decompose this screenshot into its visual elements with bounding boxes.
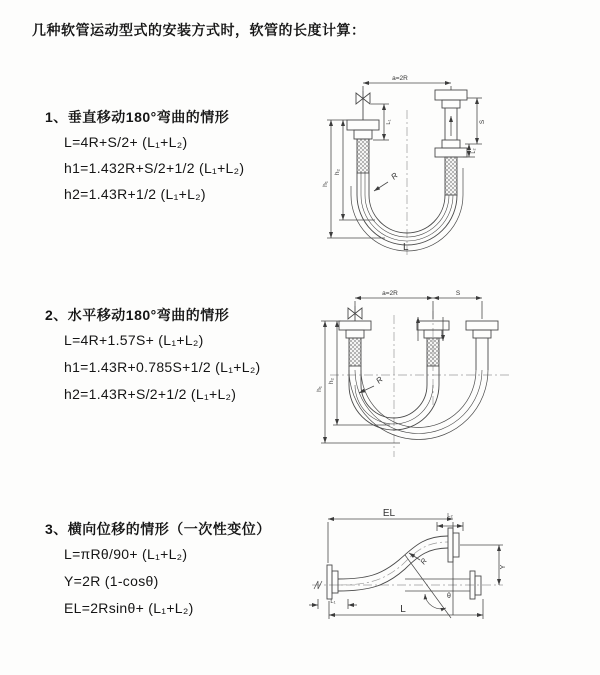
section-2-heading: 2、水平移动180°弯曲的情形 [45, 307, 230, 323]
dim-h1-label: h₁ [316, 386, 323, 392]
length-label: L [403, 242, 409, 253]
dim-l [329, 599, 483, 619]
diagram-vertical-180-bend [315, 70, 580, 260]
dim-a2r-label: a=2R [382, 290, 398, 297]
left-fitting [347, 120, 379, 195]
dim-s-label: S [479, 119, 486, 125]
dim-h2 [321, 321, 390, 425]
section-1-formula-h1: h1=1.432R+S/2+1/2 (L₁+L₂) [64, 160, 245, 176]
dim-h2-label: h₂ [334, 168, 341, 176]
section-1-formula-h2: h2=1.43R+1/2 (L₁+L₂) [64, 186, 206, 202]
section-2-formula-h1: h1=1.43R+0.785S+1/2 (L₁+L₂) [64, 359, 261, 375]
angle-label: θ [447, 593, 451, 600]
diagram-lateral-displacement [307, 505, 587, 650]
dim-l1-label: L₁ [330, 599, 336, 605]
dim-h2-label: h₂ [328, 377, 335, 385]
radius-label: R [374, 374, 385, 386]
upper-flange [448, 528, 459, 562]
dim-l2 [437, 522, 463, 531]
valve-icon [348, 306, 362, 321]
dim-a2r-label: a=2R [392, 75, 408, 82]
dim-l-label: L [400, 604, 406, 615]
right-fitting [435, 90, 467, 195]
dim-y-label: Y [500, 564, 507, 570]
radius-label: R [418, 556, 429, 567]
section-2-formula-h2: h2=1.43R+S/2+1/2 (L₁+L₂) [64, 386, 237, 402]
section-3-formula-L: L=πRθ/90+ (L₁+L₂) [64, 546, 188, 562]
hose-bend-moved [349, 370, 488, 440]
dim-s-label: S [455, 290, 461, 297]
dim-l2-label: L₂ [447, 513, 453, 519]
section-1-formula-L: L=4R+S/2+ (L₁+L₂) [64, 134, 188, 150]
dim-l2-label: L₂ [471, 148, 477, 154]
dim-el-label: EL [382, 508, 396, 519]
section-3-heading: 3、横向位移的情形（一次性变位） [45, 521, 271, 537]
radius-label: R [389, 170, 400, 182]
radius-leader [374, 182, 388, 191]
section-1-heading: 1、垂直移动180°弯曲的情形 [45, 109, 230, 125]
left-flange [327, 565, 338, 599]
section-3-formula-EL: EL=2Rsinθ+ (L₁+L₂) [64, 600, 194, 616]
dim-el [328, 519, 453, 615]
dim-h1-label: h₁ [322, 181, 329, 187]
dim-l1-label: L₁ [386, 119, 392, 125]
section-2-formula-L: L=4R+1.57S+ (L₁+L₂) [64, 332, 204, 348]
dim-s [433, 298, 482, 319]
section-3-formula-Y: Y=2R (1-cosθ) [64, 573, 159, 589]
page-title: 几种软管运动型式的安装方式时，软管的长度计算： [32, 22, 366, 38]
diagram-horizontal-180-bend [315, 285, 585, 460]
right-fitting [466, 321, 498, 370]
valve-icon [356, 91, 370, 120]
